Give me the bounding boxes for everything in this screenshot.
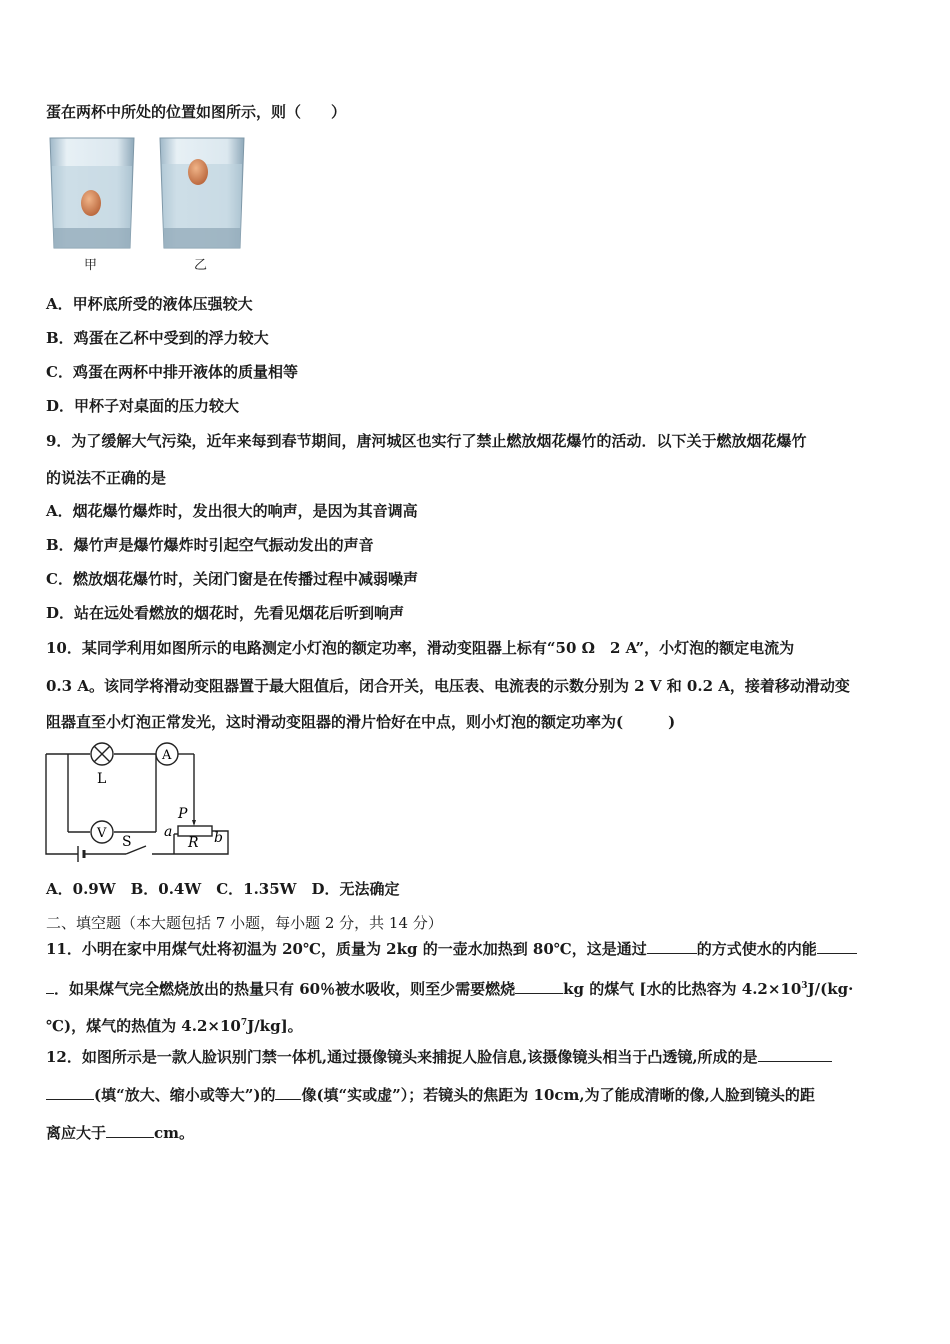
q11-text-5: J/(kg· — [807, 980, 854, 998]
voltmeter-label: V — [97, 826, 107, 841]
switch-label: S — [122, 834, 132, 850]
q9-stem-line1: 9．为了缓解大气污染，近年来每到春节期间，唐河城区也实行了禁止燃放烟花爆竹的活动．以下关于燃放烟花爆竹 — [46, 432, 807, 450]
q12-text-3: 像(填“实或虚”）；若镜头的焦距为 10cm,为了能成清晰的像,人脸到镜头的距 — [301, 1086, 815, 1104]
egg-glasses-figure — [46, 136, 251, 276]
q9-option-c: C．燃放烟花爆竹时，关闭门窗是在传播过程中减弱噪声 — [46, 570, 418, 588]
q11-text-2: 的方式使水的内能 — [696, 940, 817, 958]
q12-line3 — [46, 1123, 194, 1143]
q11-blank-2a[interactable] — [817, 939, 857, 954]
q11-sup-7: 7 — [240, 1018, 248, 1028]
q9-option-d: D．站在远处看燃放的烟花时，先看见烟花后听到响声 — [46, 604, 405, 622]
glass-jia — [50, 138, 134, 248]
q11-line2 — [46, 976, 853, 999]
q10-stem-line1: 10．某同学利用如图所示的电路测定小灯泡的额定功率，滑动变阻器上标有“50 Ω 2 A”，小灯泡的额定电流为 — [46, 639, 795, 657]
q12-blank-2[interactable] — [275, 1085, 301, 1100]
ammeter-label: A — [162, 748, 172, 763]
q12-text-1: 12．如图所示是一款人脸识别门禁一体机,通过摄像镜头来捕捉人脸信息,该摄像镜头相当于凸透镜,所成的是 — [46, 1048, 758, 1066]
end-b-label: b — [214, 830, 223, 846]
q11-text-1: 11．小明在家中用煤气灶将初温为 20℃，质量为 2kg 的一壶水加热到 80℃，这是通过 — [46, 940, 647, 958]
q12-line1 — [46, 1047, 832, 1067]
q12-line2 — [46, 1085, 815, 1105]
glass-yi — [160, 138, 244, 248]
rheostat-slider-icon — [192, 820, 196, 826]
pointer-label: P — [178, 806, 188, 822]
fig-label-yi: 乙 — [194, 258, 208, 273]
lamp-label: L — [97, 771, 107, 787]
q8-option-a: A．甲杯底所受的液体压强较大 — [46, 295, 253, 313]
egg-sinking — [81, 190, 101, 216]
q11-text-7: J/kg]。 — [247, 1017, 303, 1035]
q8-option-d: D．甲杯子对桌面的压力较大 — [46, 397, 240, 415]
q11-sup-3: 3 — [801, 981, 808, 991]
q11-text-4: kg 的煤气 [水的比热容为 4.2×10 — [563, 980, 802, 998]
rheostat-label: R — [188, 835, 199, 851]
q11-line1 — [46, 939, 857, 959]
q9-option-a: A．烟花爆竹爆炸时，发出很大的响声，是因为其音调高 — [46, 502, 418, 520]
q10-options: A．0.9W B．0.4W C．1.35W D．无法确定 — [46, 880, 400, 898]
q12-blank-1b[interactable] — [46, 1085, 94, 1100]
q11-text-6: ℃)，煤气的热值为 4.2×10 — [46, 1017, 241, 1035]
q11-blank-3[interactable] — [515, 979, 563, 994]
q12-text-4: 离应大于 — [46, 1124, 107, 1142]
q12-blank-1a[interactable] — [758, 1047, 832, 1062]
q8-option-c: C．鸡蛋在两杯中排开液体的质量相等 — [46, 363, 298, 381]
q10-stem-line2: 0.3 A。该同学将滑动变阻器置于最大阻值后，闭合开关，电压表、电流表的示数分别为 2 V 和 0.2 A，接着移动滑动变 — [46, 677, 850, 695]
q10-stem-line3: 阻器直至小灯泡正常发光，这时滑动变阻器的滑片恰好在中点，则小灯泡的额定功率为( ) — [46, 713, 676, 731]
q12-blank-3[interactable] — [106, 1123, 154, 1138]
egg-floating — [188, 159, 208, 185]
q9-option-b: B．爆竹声是爆竹爆炸时引起空气振动发出的声音 — [46, 536, 374, 554]
q9-stem-line2: 的说法不正确的是 — [46, 469, 167, 487]
q11-line3 — [46, 1013, 303, 1036]
q8-option-b: B．鸡蛋在乙杯中受到的浮力较大 — [46, 329, 269, 347]
q12-text-5: cm。 — [154, 1124, 195, 1142]
q12-text-2: (填“放大、缩小或等大”)的 — [94, 1086, 276, 1104]
end-a-label: a — [164, 824, 173, 840]
q11-blank-1[interactable] — [647, 939, 697, 954]
fig-label-jia: 甲 — [84, 258, 98, 273]
circuit-diagram — [40, 740, 240, 865]
q11-blank-2b[interactable] — [46, 979, 54, 994]
q11-text-3: ．如果煤气完全燃烧放出的热量只有 60％被水吸收，则至少需要燃烧 — [54, 980, 516, 998]
q8-stem: 蛋在两杯中所处的位置如图所示，则（ ） — [46, 103, 347, 121]
section2-heading: 二、填空题（本大题包括 7 小题，每小题 2 分，共 14 分） — [46, 914, 443, 932]
lamp-icon — [91, 743, 113, 765]
